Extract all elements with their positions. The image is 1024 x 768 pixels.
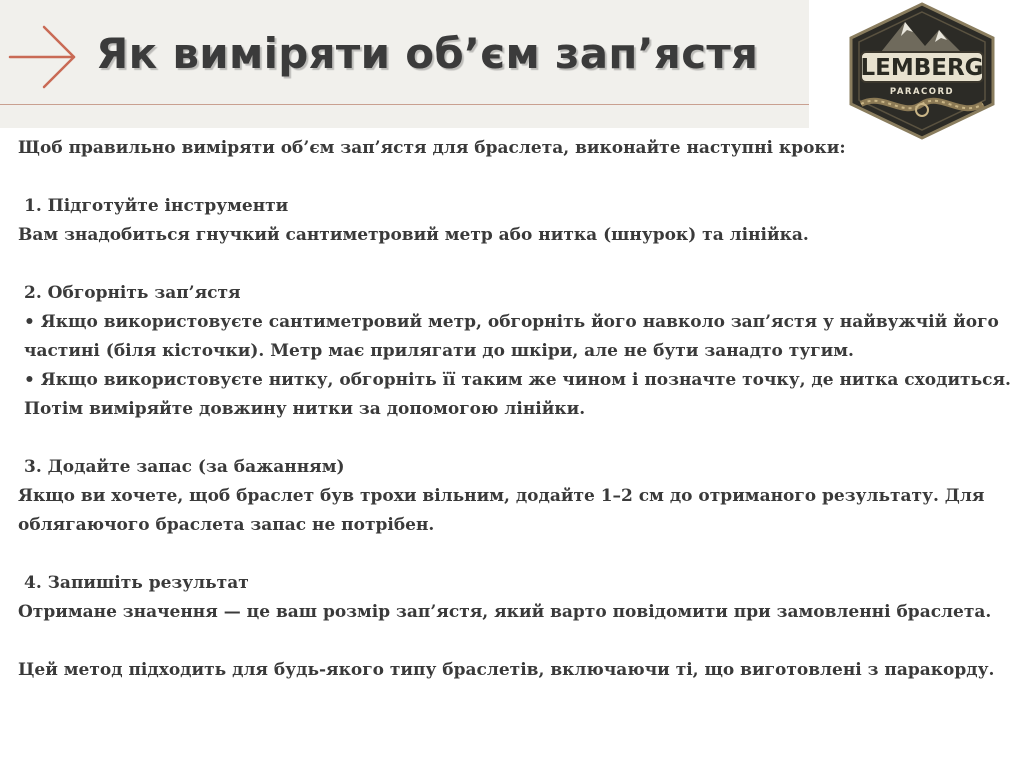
step-1-heading: 1. Підготуйте інструменти <box>24 196 289 216</box>
step-4-heading: 4. Запишіть результат <box>24 573 249 593</box>
step-2-bullet-1: • Якщо використовуєте сантиметровий метр, обгорніть його навколо зап’ястя у найвужчій його частині (біля кісточки). Метр має прилягати до шкіри, але не бути занадто тугим. <box>24 312 999 361</box>
step-3-text: Якщо ви хочете, щоб браслет був трохи вільним, додайте 1–2 см до отриманого результату. Для облягаючого браслета запас не потрібен. <box>18 486 985 535</box>
step-2-bullet-2: • Якщо використовуєте нитку, обгорніть її таким же чином і позначте точку, де нитка сходиться. Потім виміряйте довжину нитки за допомогою лінійки. <box>24 370 1011 419</box>
arrow-right-icon <box>8 24 80 90</box>
logo-brand-text: LEMBERG <box>860 55 984 81</box>
lemberg-paracord-logo <box>843 0 1001 142</box>
logo-subtitle-text: PARACORD <box>889 87 955 97</box>
instructions-content <box>18 134 1018 685</box>
step-2-heading: 2. Обгорніть зап’ястя <box>24 283 241 303</box>
step-3-heading: 3. Додайте запас (за бажанням) <box>24 457 345 477</box>
intro-text: Щоб правильно виміряти об’єм зап’ястя для браслета, виконайте наступні кроки: <box>18 138 846 158</box>
step-4-text: Отримане значення — це ваш розмір зап’ястя, який варто повідомити при замовленні браслета. <box>18 602 992 622</box>
page-title: Як виміряти об’єм зап’ястя <box>96 29 759 78</box>
conclusion-text: Цей метод підходить для будь-якого типу браслетів, включаючи ті, що виготовлені з паракорду. <box>18 660 995 680</box>
header-divider <box>0 104 809 105</box>
step-1-text: Вам знадобиться гнучкий сантиметровий метр або нитка (шнурок) та лінійка. <box>18 225 809 245</box>
